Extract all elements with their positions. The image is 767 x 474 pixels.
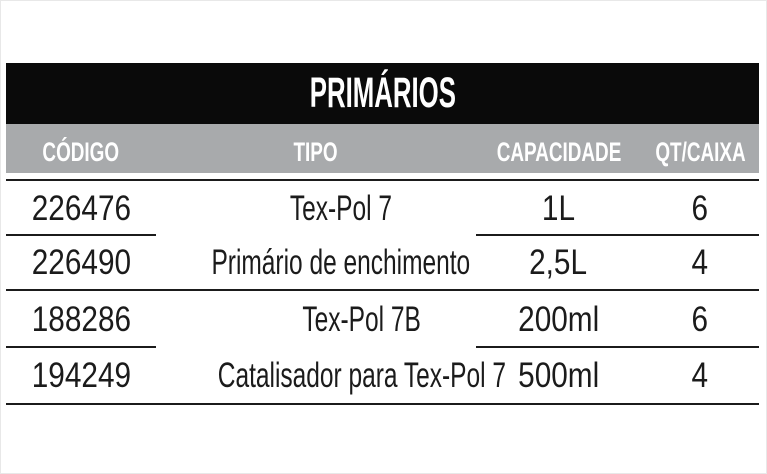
codigo-value: 188286 xyxy=(31,299,131,339)
row-separator-codigo xyxy=(6,346,156,348)
codigo-value: 194249 xyxy=(31,355,131,395)
column-header-capacidade: CAPACIDADE xyxy=(496,137,621,167)
capacidade-value: 500ml xyxy=(517,355,600,395)
table-cell-qt-caixa xyxy=(641,235,759,289)
codigo-value: 226476 xyxy=(31,188,131,228)
qt-caixa-value: 4 xyxy=(691,242,709,282)
tipo-name: Tex-Pol 7B xyxy=(302,299,422,339)
product-group-tex-pol-7b xyxy=(6,291,759,403)
table-cell-codigo xyxy=(6,181,156,235)
row-separator-capacidade-qt xyxy=(476,346,759,348)
primarios-table xyxy=(6,63,759,405)
table-cell-tipo-merged xyxy=(156,291,507,403)
tipo-description: Primário de enchimento xyxy=(211,242,471,282)
table-cell-codigo xyxy=(6,235,156,289)
column-header-qt-caixa: QT/CAIXA xyxy=(654,137,746,167)
qt-caixa-value: 6 xyxy=(691,188,709,228)
table-title: PRIMÁRIOS xyxy=(309,69,456,117)
qt-caixa-value: 6 xyxy=(691,299,709,339)
table-cell-codigo xyxy=(6,291,156,347)
codigo-value: 226490 xyxy=(31,242,131,282)
table-cell-capacidade xyxy=(476,291,641,347)
table-cell-qt-caixa xyxy=(641,181,759,235)
table-cell-qt-caixa xyxy=(641,347,759,403)
capacidade-value: 2,5L xyxy=(529,242,588,282)
capacidade-value: 1L xyxy=(541,188,576,228)
table-cell-capacidade xyxy=(476,181,641,235)
table-cell-tipo-merged xyxy=(156,181,476,289)
tipo-name: Tex-Pol 7 xyxy=(289,188,392,228)
rule-bottom xyxy=(6,403,759,405)
column-header-tipo: TIPO xyxy=(293,137,339,167)
row-separator-capacidade-qt xyxy=(476,234,759,236)
column-header-codigo: CÓDIGO xyxy=(42,137,120,167)
table-cell-codigo xyxy=(6,347,156,403)
table-cell-capacidade xyxy=(476,235,641,289)
column-header-row xyxy=(6,124,759,173)
table-cell-qt-caixa xyxy=(641,291,759,347)
capacidade-value: 200ml xyxy=(517,299,600,339)
row-separator-codigo xyxy=(6,234,156,236)
table-title-bar xyxy=(6,63,759,124)
qt-caixa-value: 4 xyxy=(691,355,709,395)
tipo-description: Catalisador para Tex-Pol 7 xyxy=(217,355,507,395)
product-group-tex-pol-7 xyxy=(6,181,759,289)
